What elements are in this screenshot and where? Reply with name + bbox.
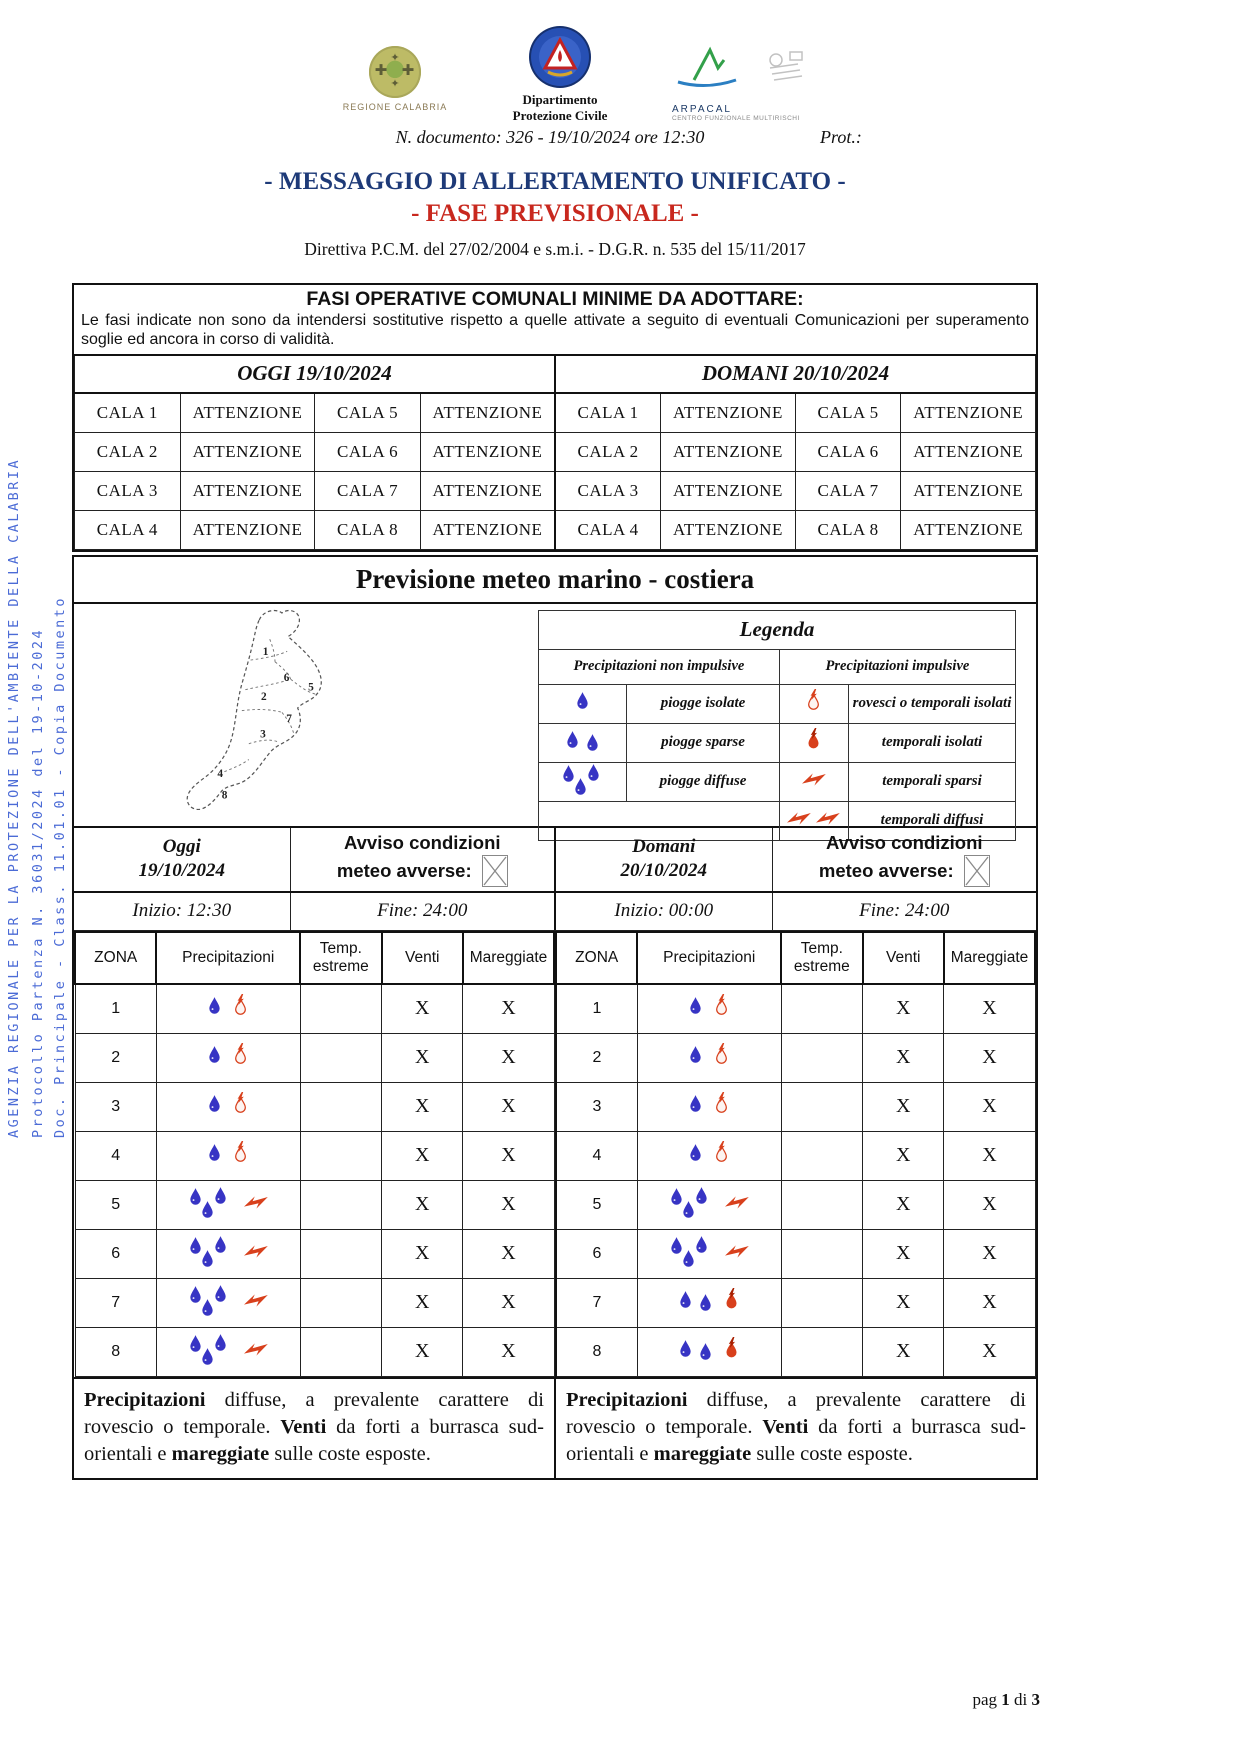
zone-table-today <box>74 931 555 1377</box>
zone-row <box>556 1278 1035 1327</box>
zone-number: 1 <box>75 984 156 1034</box>
fasi-title: FASI OPERATIVE COMUNALI MINIME DA ADOTTARE: <box>306 288 804 310</box>
summary-text: da forti a burrasca sud-orientali e <box>566 1415 1026 1465</box>
temp-estreme-cell <box>781 1180 862 1229</box>
zone-col-header: Mareggiate <box>463 932 554 984</box>
legend-row <box>539 723 1016 762</box>
zone-number: 3 <box>75 1082 156 1131</box>
avviso-label-line1: Avviso condizioni <box>343 832 501 854</box>
temporali-sparsi-icon <box>243 1293 269 1313</box>
cala-cell: CALA 6 <box>315 432 421 471</box>
zone-number: 5 <box>556 1180 637 1229</box>
temp-estreme-cell <box>781 1131 862 1180</box>
mareggiate-cell: X <box>463 1082 554 1131</box>
rovesci-temporali-isolati-icon <box>805 689 822 718</box>
legend-label: temporali sparsi <box>849 762 1016 801</box>
summary-keyword: Precipitazioni <box>84 1388 206 1411</box>
phase-cell: ATTENZIONE <box>420 471 555 510</box>
cala-cell: CALA 5 <box>795 393 901 433</box>
protocol-stamp-line-3: Doc. Principale - Class. 11.01.01 - Copia Documento <box>52 595 68 1138</box>
page-number <box>0 1690 1040 1710</box>
main-title: - MESSAGGIO DI ALLERTAMENTO UNIFICATO - <box>264 168 846 195</box>
precipitation-icons <box>637 1229 781 1278</box>
today-label: Oggi <box>162 835 201 857</box>
zone-number: 4 <box>75 1131 156 1180</box>
precipitation-icons <box>156 1229 300 1278</box>
zone-row <box>75 1327 554 1376</box>
summary-keyword: mareggiate <box>171 1442 270 1465</box>
map-zone-number: 8 <box>221 789 228 802</box>
piogge-diffuse-icon <box>668 1236 714 1272</box>
protezione-civile-text: Protezione Civile <box>512 108 608 124</box>
tomorrow-day-cell <box>556 828 773 891</box>
rovesci-temporali-isolati-icon <box>713 1043 730 1072</box>
summary-text: sulle coste esposte. <box>751 1442 913 1465</box>
venti-cell: X <box>382 1033 463 1082</box>
zone-number: 8 <box>75 1327 156 1376</box>
zone-row <box>75 1033 554 1082</box>
venti-cell: X <box>863 1278 944 1327</box>
tomorrow-label: Domani <box>632 835 696 857</box>
arpacal-emblem-icon <box>672 46 842 98</box>
directive-subtitle: Direttiva P.C.M. del 27/02/2004 e s.m.i. - D.G.R. n. 535 del 15/11/2017 <box>304 239 806 259</box>
map-zone-number: 2 <box>261 690 267 703</box>
piogge-diffuse-icon <box>187 1334 233 1370</box>
piogge-diffuse-icon <box>187 1285 233 1321</box>
zone-number: 5 <box>75 1180 156 1229</box>
precipitation-icons <box>156 1327 300 1376</box>
page-separator: di <box>1014 1690 1028 1709</box>
phase-cell: ATTENZIONE <box>661 510 796 549</box>
temp-estreme-cell <box>781 1327 862 1376</box>
avviso-label-line2: meteo avverse: <box>336 860 472 882</box>
page-total: 3 <box>1031 1690 1040 1709</box>
mareggiate-cell: X <box>463 1278 554 1327</box>
rovesci-temporali-isolati-icon <box>232 1092 249 1121</box>
phase-cell: ATTENZIONE <box>420 432 555 471</box>
zone-number: 8 <box>556 1327 637 1376</box>
cala-cell: CALA 6 <box>795 432 901 471</box>
temporali-isolati-icon <box>723 1288 740 1317</box>
today-day-cell <box>74 828 291 891</box>
venti-cell: X <box>382 984 463 1034</box>
mareggiate-cell: X <box>944 1180 1035 1229</box>
zone-number: 6 <box>75 1229 156 1278</box>
cala-cell: CALA 7 <box>315 471 421 510</box>
venti-cell: X <box>863 1033 944 1082</box>
temp-estreme-cell <box>300 1180 381 1229</box>
cala-cell: CALA 2 <box>555 432 661 471</box>
precipitation-icons <box>637 1327 781 1376</box>
temporali-sparsi-icon <box>243 1244 269 1264</box>
zone-number: 7 <box>75 1278 156 1327</box>
venti-cell: X <box>863 1180 944 1229</box>
piogge-isolate-icon <box>575 691 590 716</box>
zone-col-header: ZONA <box>556 932 637 984</box>
avviso-checkbox-today[interactable] <box>482 855 508 887</box>
temp-estreme-cell <box>300 1327 381 1376</box>
piogge-isolate-icon <box>207 996 222 1021</box>
zone-number: 2 <box>75 1033 156 1082</box>
tomorrow-header: DOMANI 20/10/2024 <box>555 355 1036 393</box>
tomorrow-inizio: Inizio: 00:00 <box>556 893 773 930</box>
avviso-label-line2: meteo avverse: <box>818 860 954 882</box>
legend-icon-cell <box>779 723 848 762</box>
mareggiate-cell: X <box>463 1033 554 1082</box>
map-zone-number: 4 <box>217 767 224 780</box>
zone-col-header: Mareggiate <box>944 932 1035 984</box>
legend-row <box>539 684 1016 723</box>
zone-table-tomorrow <box>555 931 1036 1377</box>
fasi-row <box>75 393 1036 433</box>
precipitation-icons <box>637 1082 781 1131</box>
legend-row <box>539 762 1016 801</box>
summary-keyword: Venti <box>762 1415 809 1438</box>
calabria-zones-map <box>74 604 538 826</box>
legend-label: temporali isolati <box>849 723 1016 762</box>
temp-estreme-cell <box>300 984 381 1034</box>
mareggiate-cell: X <box>463 984 554 1034</box>
piogge-diffuse-icon <box>187 1236 233 1272</box>
rovesci-temporali-isolati-icon <box>232 994 249 1023</box>
phase-cell: ATTENZIONE <box>420 510 555 549</box>
cala-cell: CALA 1 <box>555 393 661 433</box>
tomorrow-fine: Fine: 24:00 <box>859 900 950 922</box>
zone-row <box>556 1131 1035 1180</box>
summary-text: diffuse, a prevalente carattere di rovescio o temporale. <box>566 1388 1026 1438</box>
zone-number: 2 <box>556 1033 637 1082</box>
zone-col-header: ZONA <box>75 932 156 984</box>
protocol-field: Prot.: <box>820 127 862 147</box>
zone-number: 1 <box>556 984 637 1034</box>
piogge-diffuse-icon <box>187 1187 233 1223</box>
mareggiate-cell: X <box>944 984 1035 1034</box>
piogge-isolate-icon <box>207 1143 222 1168</box>
mareggiate-cell: X <box>463 1180 554 1229</box>
summary-keyword: Venti <box>280 1415 327 1438</box>
zone-row <box>75 1082 554 1131</box>
summary-keyword: Precipitazioni <box>566 1388 688 1411</box>
precipitation-icons <box>637 1278 781 1327</box>
phase-cell: ATTENZIONE <box>420 393 555 433</box>
venti-cell: X <box>382 1180 463 1229</box>
temporali-sparsi-icon <box>243 1342 269 1362</box>
phase-cell: ATTENZIONE <box>901 393 1036 433</box>
cala-cell: CALA 4 <box>75 510 181 549</box>
precipitation-icons <box>637 1033 781 1082</box>
zone-col-header: Precipitazioni <box>637 932 781 984</box>
precipitation-icons <box>637 1131 781 1180</box>
zone-header-row <box>75 932 554 984</box>
legend-icon-cell <box>539 762 627 801</box>
fasi-row <box>75 471 1036 510</box>
zone-col-header: Venti <box>382 932 463 984</box>
mareggiate-cell: X <box>944 1229 1035 1278</box>
zone-row <box>556 1327 1035 1376</box>
zone-row <box>556 1033 1035 1082</box>
rovesci-temporali-isolati-icon <box>713 1092 730 1121</box>
venti-cell: X <box>382 1131 463 1180</box>
phase-cell: ATTENZIONE <box>180 393 315 433</box>
zone-header-row <box>556 932 1035 984</box>
piogge-isolate-icon <box>207 1045 222 1070</box>
regione-calabria-label: REGIONE CALABRIA <box>342 102 448 112</box>
today-avviso-cell <box>291 828 554 891</box>
piogge-isolate-icon <box>207 1094 222 1119</box>
legend-label: rovesci o temporali isolati <box>849 684 1016 723</box>
venti-cell: X <box>382 1278 463 1327</box>
mareggiate-cell: X <box>463 1327 554 1376</box>
phase-cell: ATTENZIONE <box>661 471 796 510</box>
zone-col-header: Temp. estreme <box>300 932 381 984</box>
fasi-operative-section <box>72 283 1038 552</box>
venti-cell: X <box>863 1082 944 1131</box>
today-header: OGGI 19/10/2024 <box>75 355 555 393</box>
protocol-stamp-line-1: AGENZIA REGIONALE PER LA PROTEZIONE DELL'AMBIENTE DELLA CALABRIA <box>6 457 22 1138</box>
arpacal-logo <box>672 46 852 122</box>
summary-today <box>74 1379 554 1478</box>
legend-icon-cell <box>539 684 627 723</box>
protezione-civile-label <box>500 92 620 125</box>
precipitation-icons <box>156 1131 300 1180</box>
summary-text: da forti a burrasca sud-orientali e <box>84 1415 544 1465</box>
temp-estreme-cell <box>300 1131 381 1180</box>
temp-estreme-cell <box>781 1278 862 1327</box>
venti-cell: X <box>382 1327 463 1376</box>
avviso-label-line1: Avviso condizioni <box>825 832 983 854</box>
avviso-row <box>74 828 1036 893</box>
precipitation-icons <box>637 984 781 1034</box>
temp-estreme-cell <box>781 1082 862 1131</box>
zone-number: 3 <box>556 1082 637 1131</box>
precipitation-icons <box>156 1180 300 1229</box>
zone-row <box>556 1229 1035 1278</box>
summary-text: sulle coste esposte. <box>269 1442 431 1465</box>
marine-forecast-section <box>72 555 1038 1480</box>
phase-cell: ATTENZIONE <box>180 432 315 471</box>
temp-estreme-cell <box>300 1082 381 1131</box>
rovesci-temporali-isolati-icon <box>232 1043 249 1072</box>
page-prefix: pag <box>972 1690 998 1709</box>
cala-cell: CALA 2 <box>75 432 181 471</box>
temporali-isolati-icon <box>805 728 822 757</box>
cala-cell: CALA 4 <box>555 510 661 549</box>
phase-cell: ATTENZIONE <box>661 393 796 433</box>
fasi-table <box>74 354 1036 550</box>
zone-number: 7 <box>556 1278 637 1327</box>
zone-number: 4 <box>556 1131 637 1180</box>
validity-row <box>74 893 1036 931</box>
today-inizio: Inizio: 12:30 <box>74 893 291 930</box>
legend-label: piogge sparse <box>627 723 780 762</box>
temp-estreme-cell <box>300 1229 381 1278</box>
legend-label: piogge isolate <box>627 684 780 723</box>
fasi-note: Le fasi indicate non sono da intendersi sostitutive rispetto a quelle attivate a seguito di eventuali Comunicazioni per superamento soglie ed ancora in corso di validità. <box>81 312 1029 348</box>
map-zone-number: 3 <box>260 728 266 741</box>
piogge-isolate-icon <box>688 1143 703 1168</box>
precipitation-icons <box>156 1278 300 1327</box>
rovesci-temporali-isolati-icon <box>713 1141 730 1170</box>
venti-cell: X <box>863 1131 944 1180</box>
zone-col-header: Precipitazioni <box>156 932 300 984</box>
legend-icon-cell <box>779 684 848 723</box>
piogge-sparse-icon <box>678 1339 713 1364</box>
cala-cell: CALA 7 <box>795 471 901 510</box>
zone-row <box>556 1180 1035 1229</box>
cala-cell: CALA 5 <box>315 393 421 433</box>
legend-icon-cell <box>539 723 627 762</box>
piogge-isolate-icon <box>688 1094 703 1119</box>
zone-row <box>75 984 554 1034</box>
legend-label: temporali diffusi <box>849 801 1016 840</box>
protocol-stamp-line-2: Protocollo Partenza N. 36031/2024 del 19-10-2024 <box>30 627 46 1138</box>
zone-row <box>75 1131 554 1180</box>
zone-row <box>75 1229 554 1278</box>
map-zone-number: 7 <box>286 712 292 725</box>
legend-label: piogge diffuse <box>627 762 780 801</box>
zone-row <box>75 1180 554 1229</box>
piogge-sparse-icon <box>565 730 600 755</box>
dipartimento-text: Dipartimento <box>522 92 598 107</box>
regione-calabria-emblem-icon: ✚ ✚ ✦ ✦ <box>369 46 421 98</box>
precipitation-icons <box>156 984 300 1034</box>
fasi-row <box>75 432 1036 471</box>
phase-cell: ATTENZIONE <box>901 510 1036 549</box>
legend-title: Legenda <box>539 610 1016 649</box>
temporali-sparsi-icon <box>243 1195 269 1215</box>
document-number: N. documento: 326 - 19/10/2024 ore 12:30 <box>395 127 705 147</box>
piogge-sparse-icon <box>678 1290 713 1315</box>
precipitation-icons <box>156 1033 300 1082</box>
cala-cell: CALA 1 <box>75 393 181 433</box>
mareggiate-cell: X <box>463 1131 554 1180</box>
summary-keyword: mareggiate <box>653 1442 752 1465</box>
zone-row <box>75 1278 554 1327</box>
phase-cell: ATTENZIONE <box>180 510 315 549</box>
mareggiate-cell: X <box>944 1033 1035 1082</box>
rovesci-temporali-isolati-icon <box>232 1141 249 1170</box>
zone-row <box>556 984 1035 1034</box>
venti-cell: X <box>382 1229 463 1278</box>
zone-col-header: Temp. estreme <box>781 932 862 984</box>
mareggiate-cell: X <box>463 1229 554 1278</box>
tomorrow-avviso-cell <box>773 828 1036 891</box>
temp-estreme-cell <box>300 1033 381 1082</box>
map-zone-number: 6 <box>283 671 290 684</box>
piogge-diffuse-icon <box>560 764 606 800</box>
legend-icon-cell <box>779 762 848 801</box>
zone-number: 6 <box>556 1229 637 1278</box>
zone-col-header: Venti <box>863 932 944 984</box>
cala-cell: CALA 8 <box>315 510 421 549</box>
legend-col-impulsive: Precipitazioni impulsive <box>779 649 1015 684</box>
summary-text: diffuse, a prevalente carattere di rovescio o temporale. <box>84 1388 544 1438</box>
map-zone-number: 5 <box>308 681 314 694</box>
temp-estreme-cell <box>781 1229 862 1278</box>
phase-cell: ATTENZIONE <box>661 432 796 471</box>
legend-col-non-impulsive: Precipitazioni non impulsive <box>539 649 780 684</box>
temporali-sparsi-icon <box>724 1195 750 1215</box>
cala-cell: CALA 3 <box>555 471 661 510</box>
phase-cell: ATTENZIONE <box>180 471 315 510</box>
mareggiate-cell: X <box>944 1131 1035 1180</box>
cala-cell: CALA 8 <box>795 510 901 549</box>
temp-estreme-cell <box>781 1033 862 1082</box>
rovesci-temporali-isolati-icon <box>713 994 730 1023</box>
avviso-checkbox-tomorrow[interactable] <box>964 855 990 887</box>
marine-section-title: Previsione meteo marino - costiera <box>74 557 1036 604</box>
page-current: 1 <box>1001 1690 1010 1709</box>
phase-cell: ATTENZIONE <box>901 432 1036 471</box>
temporali-sparsi-icon <box>724 1244 750 1264</box>
zone-row <box>556 1082 1035 1131</box>
summary-tomorrow <box>554 1379 1036 1478</box>
temporali-sparsi-icon <box>801 772 827 792</box>
document-body <box>72 283 1038 1480</box>
regione-calabria-logo <box>340 46 450 112</box>
map-legend-band <box>74 604 1036 828</box>
zone-tables <box>74 931 1036 1377</box>
piogge-diffuse-icon <box>668 1187 714 1223</box>
mareggiate-cell: X <box>944 1082 1035 1131</box>
venti-cell: X <box>863 1327 944 1376</box>
venti-cell: X <box>863 984 944 1034</box>
phase-cell: ATTENZIONE <box>901 471 1036 510</box>
temp-estreme-cell <box>300 1278 381 1327</box>
piogge-isolate-icon <box>688 1045 703 1070</box>
protezione-civile-emblem-icon <box>531 28 589 86</box>
precipitation-icons <box>156 1082 300 1131</box>
summary-row <box>74 1377 1036 1478</box>
protezione-civile-logo <box>500 28 620 125</box>
venti-cell: X <box>382 1082 463 1131</box>
temporali-isolati-icon <box>723 1337 740 1366</box>
mareggiate-cell: X <box>944 1278 1035 1327</box>
legend-table <box>538 610 1016 841</box>
tomorrow-date: 20/10/2024 <box>620 860 708 882</box>
piogge-isolate-icon <box>688 996 703 1021</box>
fasi-row <box>75 510 1036 549</box>
map-zone-number: 1 <box>262 645 269 658</box>
cala-cell: CALA 3 <box>75 471 181 510</box>
arpacal-sublabel: CENTRO FUNZIONALE MULTIRISCHI <box>672 115 800 122</box>
today-date: 19/10/2024 <box>138 860 226 882</box>
mareggiate-cell: X <box>944 1327 1035 1376</box>
venti-cell: X <box>863 1229 944 1278</box>
temp-estreme-cell <box>781 984 862 1034</box>
arpacal-label: ARPACAL <box>672 104 732 115</box>
precipitation-icons <box>637 1180 781 1229</box>
today-fine: Fine: 24:00 <box>377 900 468 922</box>
phase-title: - FASE PREVISIONALE - <box>411 200 699 227</box>
